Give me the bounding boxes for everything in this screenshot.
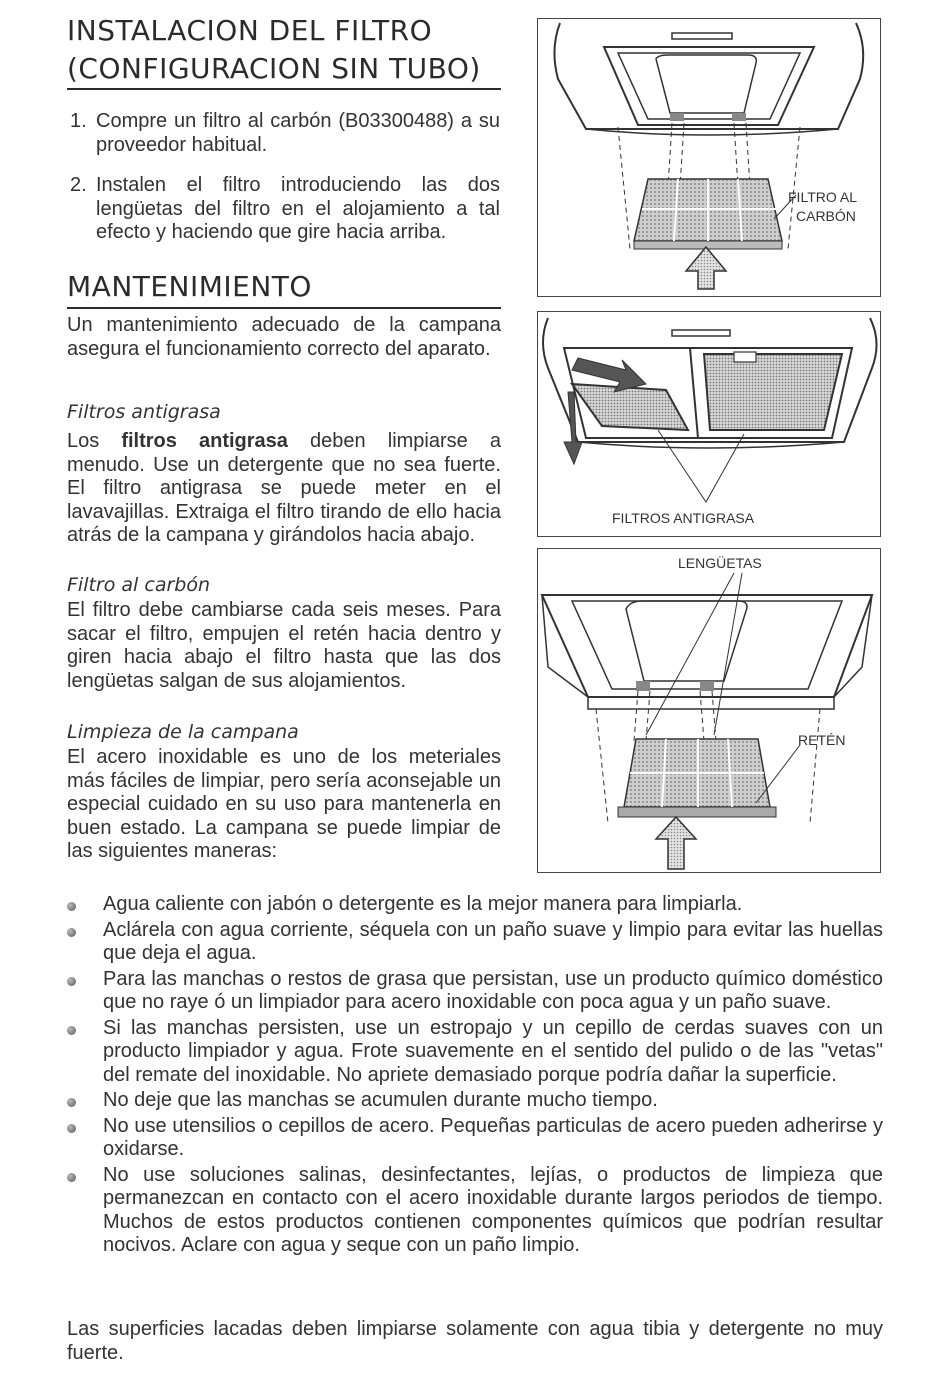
cleaning-bullet-list (67, 893, 883, 1258)
tabs-retainer-illustration (538, 549, 880, 872)
bullet-dot-icon (67, 1098, 76, 1107)
bullet-item-6 (67, 1115, 883, 1162)
fig2-label: FILTROS ANTIGRASA (612, 510, 755, 526)
maintenance-intro: Un mantenimiento adecuado de la campana asegura el funcionamiento correcto del aparato. (67, 314, 501, 360)
bullet-dot-icon (67, 1124, 76, 1133)
install-step-2-number: 2. (70, 174, 87, 196)
fig3-label-right: RETÉN (798, 732, 846, 748)
figure-carbon-filter (537, 18, 881, 297)
bullet-text-4: Si las manchas persisten, use un estropajo y un cepillo de cerdas suaves con un producto limpiador y agua. Frote suavemente en el sentido del pulido o de las "vetas" del remate del inoxidable. No apriete demasiado porque podría dañar la superficie. (103, 1016, 883, 1086)
install-step-2 (70, 174, 500, 245)
grease-filters-heading: Filtros antigrasa (67, 401, 221, 423)
grease-text-pre: Los (67, 430, 122, 452)
carbon-filter-illustration (538, 19, 880, 296)
grease-filters-text (67, 430, 501, 548)
bullet-dot-icon (67, 1173, 76, 1182)
fig1-label-line2: CARBÓN (796, 208, 856, 224)
bullet-item-4 (67, 1017, 883, 1088)
grease-filters-illustration (538, 312, 880, 536)
bullet-dot-icon (67, 928, 76, 937)
figure-grease-filters (537, 311, 881, 537)
bullet-text-7: No use soluciones salinas, desinfectantes, lejías, o productos de limpieza que permanezcan en contacto con el acero inoxidable durante largos periodos de tiempo. Muchos de estos productos contienen componentes químicos que podrían resultar nocivos. Aclare con agua y seque con un paño limpio. (103, 1163, 883, 1256)
install-step-1-text: Compre un filtro al carbón (B03300488) a su proveedor habitual. (96, 110, 500, 156)
bullet-text-2: Aclárela con agua corriente, séquela con un paño suave y limpio para evitar las huellas que deja el agua. (103, 918, 883, 964)
bullet-dot-icon (67, 977, 76, 986)
grease-text-bold: filtros antigrasa (121, 430, 288, 452)
install-title-line1: INSTALACION DEL FILTRO (67, 14, 433, 47)
install-step-2-text: Instalen el filtro introduciendo las dos lengüetas del filtro en el alojamiento a tal efecto y haciendo que gire hacia arriba. (96, 174, 500, 243)
install-title-line2: (CONFIGURACION SIN TUBO) (67, 52, 481, 85)
figure-tabs-retainer (537, 548, 881, 873)
install-step-1-number: 1. (70, 110, 87, 132)
closing-text: Las superficies lacadas deben limpiarse solamente con agua tibia y detergente no muy fuerte. (67, 1318, 883, 1364)
bullet-item-3 (67, 968, 883, 1015)
bullet-dot-icon (67, 902, 76, 911)
bullet-text-5: No deje que las manchas se acumulen durante mucho tiempo. (103, 1089, 658, 1111)
maintenance-title: MANTENIMIENTO (67, 270, 312, 303)
bullet-dot-icon (67, 1026, 76, 1035)
cleaning-text: El acero inoxidable es uno de los meteriales más fáciles de limpiar, pero sería aconsejable un especial cuidado en su uso para mantenerla en buen estado. La campana se puede limpiar de las siguientes maneras: (67, 746, 501, 862)
maintenance-title-rule (67, 307, 501, 309)
fig1-label-line1: FILTRO AL (788, 189, 857, 205)
bullet-text-1: Agua caliente con jabón o detergente es la mejor manera para limpiarla. (103, 893, 743, 915)
carbon-filter-heading: Filtro al carbón (67, 574, 211, 596)
bullet-item-7 (67, 1164, 883, 1258)
install-step-1 (70, 110, 500, 157)
grease-text-post: deben limpiarse a menudo. Use un detergente que no sea fuerte. El filtro antigrasa se puede meter en el lavavajillas. Extraiga el filtro tirando de ello hacia atrás de la campana y girándolos hacia abajo. (67, 430, 501, 546)
bullet-item-5 (67, 1089, 883, 1113)
cleaning-heading: Limpieza de la campana (67, 721, 299, 743)
bullet-item-2 (67, 919, 883, 966)
bullet-text-3: Para las manchas o restos de grasa que persistan, use un producto químico doméstico que no raye ó un limpiador para acero inoxidable con poca agua y un paño suave. (103, 967, 883, 1013)
bullet-item-1 (67, 893, 883, 917)
bullet-text-6: No use utensilios o cepillos de acero. Pequeñas particulas de acero pueden adherirse y oxidarse. (103, 1114, 883, 1160)
carbon-filter-text: El filtro debe cambiarse cada seis meses. Para sacar el filtro, empujen el retén hacia dentro y giren hacia abajo el filtro hasta que las dos lengüetas salgan de sus alojamientos. (67, 599, 501, 692)
install-title-rule (67, 88, 501, 90)
fig3-label-top: LENGÜETAS (678, 555, 762, 571)
